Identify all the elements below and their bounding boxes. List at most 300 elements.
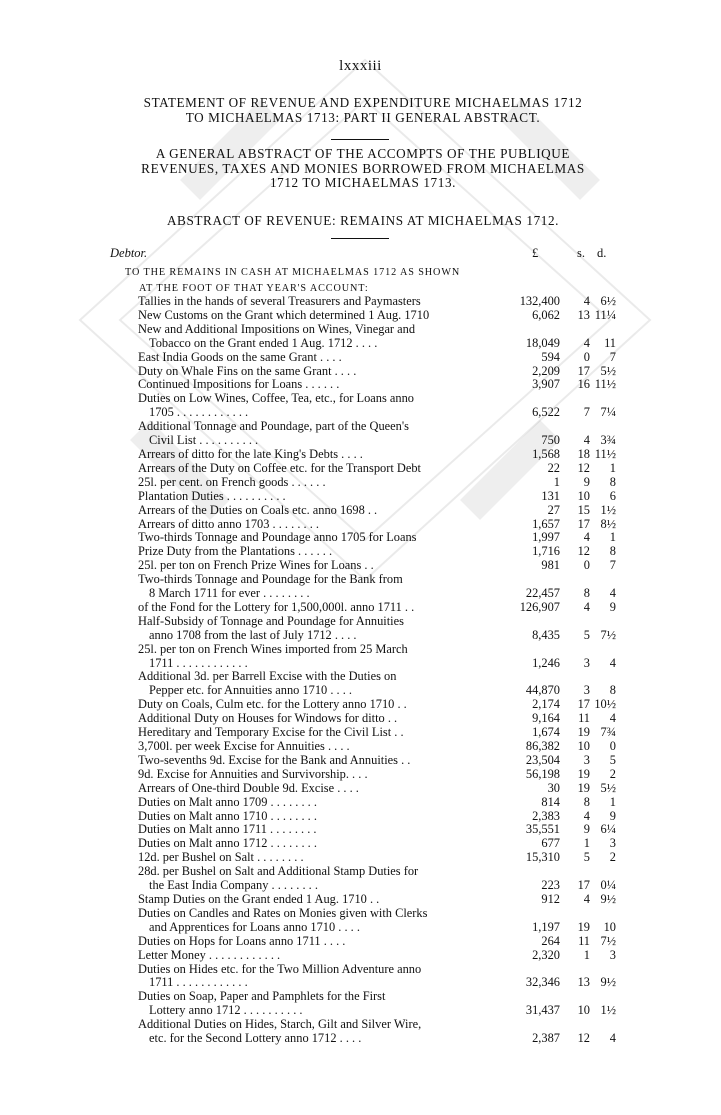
debtor-label: Debtor. [110, 246, 148, 260]
shillings-value: 10 [577, 488, 590, 503]
row-amount [500, 504, 616, 518]
row-description [138, 351, 500, 365]
description-line: 25l. per cent. on French goods . . . . . . [138, 474, 326, 489]
row-description [138, 518, 500, 532]
shillings-value: 18 [577, 446, 590, 461]
row-amount [500, 309, 616, 323]
shillings-value: 4 [583, 891, 590, 906]
row-amount [500, 809, 616, 823]
table-row [138, 851, 616, 865]
pounds-value: 3,907 [532, 377, 560, 392]
table-row [138, 601, 616, 615]
shillings-value: 0 [583, 558, 590, 573]
table-row [138, 823, 616, 837]
pence-value: 2 [609, 766, 616, 781]
row-amount [500, 712, 616, 726]
pence-value: 1½ [600, 1003, 616, 1018]
description-line: Two-thirds Tonnage and Poundage for the Bank from [138, 572, 403, 587]
pounds-value: 6,522 [532, 405, 560, 420]
row-description [138, 810, 500, 824]
description-line: 1711 . . . . . . . . . . . . [149, 975, 248, 990]
description-line: Duties on Malt anno 1712 . . . . . . . . [138, 836, 317, 851]
shillings-value: 17 [577, 516, 590, 531]
table-row [138, 782, 616, 796]
abstract-subheading [110, 147, 616, 191]
pence-value: 1 [609, 460, 616, 475]
shillings-value: 15 [577, 502, 590, 517]
row-description [138, 365, 500, 379]
table-row [138, 643, 616, 671]
row-description [138, 670, 500, 698]
subheading-line: A GENERAL ABSTRACT OF THE ACCOMPTS OF THE PUBLIQUE [155, 146, 571, 161]
description-line: Two-sevenths 9d. Excise for the Bank and Annuities . . [138, 752, 411, 767]
shillings-value: 11 [578, 711, 590, 726]
row-amount [500, 768, 616, 782]
shillings-value: 19 [577, 919, 590, 934]
row-description [138, 963, 500, 991]
table-row [138, 949, 616, 963]
shillings-value: 12 [577, 1031, 590, 1046]
pence-value: 5½ [600, 780, 616, 795]
description-line: Plantation Duties . . . . . . . . . . [138, 488, 286, 503]
row-amount [500, 851, 616, 865]
pence-value: 7 [609, 349, 616, 364]
shillings-value: 8 [583, 586, 590, 601]
pence-value: 9 [609, 599, 616, 614]
table-row [138, 518, 616, 532]
intro-line: AT THE FOOT OF THAT YEAR'S ACCOUNT: [139, 282, 369, 294]
description-line: Civil List . . . . . . . . . . [149, 433, 259, 448]
table-row [138, 865, 616, 893]
shillings-value: 5 [583, 627, 590, 642]
pence-value: 7¾ [600, 725, 616, 740]
pence-value: 9½ [600, 975, 616, 990]
row-amount [500, 295, 616, 309]
pence-value: 6 [609, 488, 616, 503]
shillings-value: 13 [577, 307, 590, 322]
pounds-value: 1,997 [532, 530, 560, 545]
shillings-value: 4 [583, 294, 590, 308]
row-amount [500, 935, 616, 949]
statement-heading [110, 96, 616, 125]
row-amount [500, 823, 616, 837]
pounds-value: 2,174 [532, 697, 560, 712]
description-line: Duties on Malt anno 1710 . . . . . . . . [138, 808, 317, 823]
pence-value: 10 [603, 919, 616, 934]
table-row [138, 504, 616, 518]
description-line: Continued Impositions for Loans . . . . . . [138, 377, 340, 392]
pounds-value: 86,382 [525, 739, 560, 753]
table-row [138, 698, 616, 712]
description-line: Letter Money . . . . . . . . . . . . [138, 947, 281, 962]
row-description [138, 782, 500, 796]
shillings-value: 10 [577, 1003, 590, 1018]
row-amount [500, 796, 616, 810]
table-row [138, 963, 616, 991]
pounds-value: 15,310 [525, 850, 560, 865]
table-row [138, 726, 616, 740]
description-line: Arrears of One-third Double 9d. Excise . . . . [138, 780, 359, 795]
description-line: East India Goods on the same Grant . . . . [138, 349, 342, 364]
pence-value: 3 [609, 836, 616, 851]
pounds-value: 6,062 [532, 307, 560, 322]
row-amount [500, 782, 616, 796]
description-line: Additional 3d. per Barrell Excise with the Duties on [138, 669, 397, 684]
row-amount [500, 949, 616, 963]
pence-value: 5½ [600, 363, 616, 378]
description-line: the East India Company . . . . . . . . [149, 878, 318, 893]
description-line: Duties on Malt anno 1711 . . . . . . . . [138, 822, 317, 837]
pounds-value: 22,457 [525, 586, 560, 601]
description-line: Duty on Coals, Culm etc. for the Lottery anno 1710 . . [138, 697, 407, 712]
table-row [138, 935, 616, 949]
shillings-value: 9 [583, 822, 590, 837]
description-line: Duties on Hops for Loans anno 1711 . . . . [138, 933, 346, 948]
pounds-value: 126,907 [519, 599, 560, 614]
description-line: Arrears of the Duty on Coffee etc. for the Transport Debt [138, 460, 421, 475]
description-line: Lottery anno 1712 . . . . . . . . . . [149, 1003, 303, 1018]
table-row [138, 712, 616, 726]
row-amount [500, 448, 616, 462]
pounds-value: 35,551 [525, 822, 560, 837]
shillings-value: 4 [583, 433, 590, 448]
table-row [138, 1018, 616, 1046]
pence-value: 8½ [600, 516, 616, 531]
shillings-value: 4 [583, 808, 590, 823]
heading-line: STATEMENT OF REVENUE AND EXPENDITURE MICHAELMAS 1712 [143, 95, 583, 110]
row-description [138, 490, 500, 504]
description-line: and Apprentices for Loans anno 1710 . . . . [149, 919, 360, 934]
description-line: Duty on Whale Fins on the same Grant . . . . [138, 363, 357, 378]
row-amount [500, 1004, 616, 1018]
pounds-value: 8,435 [532, 627, 560, 642]
divider-rule [331, 139, 389, 140]
subheading-line: 1712 TO MICHAELMAS 1713. [269, 175, 457, 190]
table-row [138, 476, 616, 490]
shillings-value: 12 [577, 460, 590, 475]
description-line: Duties on Candles and Rates on Monies given with Clerks [138, 905, 428, 920]
shillings-value: 3 [583, 752, 590, 767]
table-row [138, 754, 616, 768]
table-row [138, 420, 616, 448]
row-amount [500, 1032, 616, 1046]
row-amount [500, 517, 616, 531]
table-row [138, 462, 616, 476]
row-description [138, 462, 500, 476]
pence-value: 4 [609, 1031, 616, 1046]
description-line: 12d. per Bushel on Salt . . . . . . . . [138, 850, 304, 865]
row-description [138, 754, 500, 768]
row-description [138, 615, 500, 643]
pence-value: 2 [609, 850, 616, 865]
description-line: New Customs on the Grant which determined 1 Aug. 1710 [138, 307, 430, 322]
intro-caption [125, 265, 505, 296]
pounds-value: 131 [541, 488, 560, 503]
table-row [138, 531, 616, 545]
row-amount [500, 740, 616, 754]
pounds-value: 912 [541, 891, 560, 906]
row-description [138, 378, 500, 392]
description-line: 1705 . . . . . . . . . . . . [149, 405, 249, 420]
pence-value: 7 [609, 558, 616, 573]
pence-value: 5 [609, 752, 616, 767]
row-description [138, 392, 500, 420]
shillings-value: 4 [583, 335, 590, 350]
pence-value: 8 [609, 544, 616, 559]
description-line: etc. for the Second Lottery anno 1712 . . . . [149, 1031, 362, 1046]
row-amount [500, 879, 616, 893]
pounds-value: 1,197 [532, 919, 560, 934]
row-amount [500, 406, 616, 420]
row-amount [500, 754, 616, 768]
table-row [138, 490, 616, 504]
pence-value: 0 [609, 739, 616, 753]
description-line: Additional Tonnage and Poundage, part of the Queen's [138, 419, 409, 434]
row-description [138, 796, 500, 810]
shillings-value: 1 [583, 836, 590, 851]
pence-value: 0¼ [600, 878, 616, 893]
pounds-value: 2,320 [532, 947, 560, 962]
pence-value: 9½ [600, 891, 616, 906]
row-amount [500, 684, 616, 698]
shillings-value: 12 [577, 544, 590, 559]
description-line: 8 March 1711 for ever . . . . . . . . [149, 586, 310, 601]
table-row [138, 365, 616, 379]
row-description [138, 448, 500, 462]
table-row [138, 796, 616, 810]
row-amount [500, 559, 616, 573]
table-row [138, 810, 616, 824]
shillings-column-header: s. [577, 246, 585, 260]
pence-value: 9 [609, 808, 616, 823]
shillings-value: 7 [583, 405, 590, 420]
pounds-value: 1,716 [532, 544, 560, 559]
row-amount [500, 531, 616, 545]
description-line: 25l. per ton on French Prize Wines for Loans . . [138, 558, 374, 573]
pounds-value: 30 [547, 780, 560, 795]
pounds-value: 18,049 [525, 335, 560, 350]
pence-value: 4 [609, 655, 616, 670]
description-line: Half-Subsidy of Tonnage and Poundage for Annuities [138, 613, 404, 628]
pounds-value: 2,209 [532, 363, 560, 378]
row-description [138, 768, 500, 782]
description-line: Pepper etc. for Annuities anno 1710 . . . . [149, 683, 353, 698]
shillings-value: 11 [578, 933, 590, 948]
description-line: Tobacco on the Grant ended 1 Aug. 1712 . . . . [149, 335, 378, 350]
divider-rule [331, 238, 389, 239]
table-row [138, 351, 616, 365]
description-line: Two-thirds Tonnage and Poundage anno 1705 for Loans [138, 530, 417, 545]
row-amount [500, 378, 616, 392]
row-description [138, 545, 500, 559]
pounds-value: 1 [553, 474, 560, 489]
pence-value: 7½ [600, 933, 616, 948]
description-line: Hereditary and Temporary Excise for the Civil List . . [138, 725, 404, 740]
row-description [138, 837, 500, 851]
pounds-value: 750 [541, 433, 560, 448]
row-description [138, 559, 500, 573]
row-amount [500, 601, 616, 615]
pounds-value: 22 [547, 460, 560, 475]
table-row [138, 893, 616, 907]
row-amount [500, 837, 616, 851]
shillings-value: 19 [577, 725, 590, 740]
pence-value: 11 [604, 335, 616, 350]
row-description [138, 573, 500, 601]
description-line: Duties on Malt anno 1709 . . . . . . . . [138, 794, 317, 809]
description-line: 25l. per ton on French Wines imported from 25 March [138, 641, 408, 656]
row-description [138, 601, 500, 615]
row-description [138, 949, 500, 963]
pounds-value: 44,870 [525, 683, 560, 698]
table-row [138, 740, 616, 754]
heading-line: TO MICHAELMAS 1713: PART II GENERAL ABSTRACT. [185, 109, 541, 125]
description-line: Additional Duties on Hides, Starch, Gilt and Silver Wire, [138, 1017, 422, 1032]
row-description [138, 726, 500, 740]
pounds-value: 814 [541, 794, 560, 809]
pence-value: 10½ [594, 697, 616, 712]
pounds-value: 2,387 [532, 1031, 560, 1046]
row-amount [500, 337, 616, 351]
pounds-value: 9,164 [532, 711, 560, 726]
row-amount [500, 893, 616, 907]
row-amount [500, 726, 616, 740]
pounds-value: 981 [541, 558, 560, 573]
shillings-value: 0 [583, 349, 590, 364]
table-row [138, 448, 616, 462]
pounds-value: 2,383 [532, 808, 560, 823]
pence-value: 4 [609, 586, 616, 601]
table-row [138, 559, 616, 573]
shillings-value: 19 [577, 766, 590, 781]
pence-value: 7½ [600, 627, 616, 642]
table-row [138, 295, 616, 309]
row-description [138, 907, 500, 935]
section-title: ABSTRACT OF REVENUE: REMAINS AT MICHAELMAS 1712. [166, 213, 560, 228]
table-row [138, 907, 616, 935]
description-line: of the Fond for the Lottery for 1,500,000l. anno 1711 . . [138, 599, 415, 614]
pounds-value: 223 [541, 878, 560, 893]
shillings-value: 8 [583, 794, 590, 809]
table-row [138, 837, 616, 851]
revenue-table [138, 295, 616, 1046]
pence-value: 7¼ [600, 405, 616, 420]
description-line: anno 1708 from the last of July 1712 . . . . [149, 627, 357, 642]
shillings-value: 17 [577, 363, 590, 378]
pounds-value: 56,198 [525, 766, 560, 781]
pence-value: 11¼ [594, 307, 616, 322]
row-description [138, 323, 500, 351]
shillings-value: 10 [577, 739, 590, 753]
row-amount [500, 490, 616, 504]
description-line: Stamp Duties on the Grant ended 1 Aug. 1710 . . [138, 891, 380, 906]
page-number: lxxxiii [339, 58, 382, 74]
pounds-value: 132,400 [519, 294, 560, 308]
row-description [138, 935, 500, 949]
pence-column-header: d. [597, 246, 607, 260]
shillings-value: 13 [577, 975, 590, 990]
description-line: 1711 . . . . . . . . . . . . [149, 655, 248, 670]
pence-value: 1 [609, 530, 616, 545]
shillings-value: 1 [583, 947, 590, 962]
pence-value: 11½ [594, 446, 616, 461]
description-line: Duties on Soap, Paper and Pamphlets for the First [138, 989, 386, 1004]
row-amount [500, 476, 616, 490]
pounds-value: 1,657 [532, 516, 560, 531]
intro-line: TO THE REMAINS IN CASH AT MICHAELMAS 1712 AS SHOWN [125, 267, 461, 278]
table-row [138, 392, 616, 420]
table-row [138, 309, 616, 323]
description-line: 28d. per Bushel on Salt and Additional Stamp Duties for [138, 864, 419, 879]
pence-value: 6½ [600, 294, 616, 308]
shillings-value: 3 [583, 683, 590, 698]
table-row [138, 670, 616, 698]
row-amount [500, 364, 616, 378]
row-description [138, 865, 500, 893]
pence-value: 4 [609, 711, 616, 726]
shillings-value: 5 [583, 850, 590, 865]
description-line: Tallies in the hands of several Treasurers and Paymasters [138, 294, 421, 308]
row-description [138, 990, 500, 1018]
pounds-value: 27 [547, 502, 560, 517]
shillings-value: 19 [577, 780, 590, 795]
pounds-value: 32,346 [525, 975, 560, 990]
row-description [138, 740, 500, 754]
table-row [138, 768, 616, 782]
pence-value: 1 [609, 794, 616, 809]
description-line: Duties on Low Wines, Coffee, Tea, etc., for Loans anno [138, 391, 414, 406]
table-row [138, 323, 616, 351]
row-amount [500, 976, 616, 990]
row-description [138, 893, 500, 907]
description-line: Duties on Hides etc. for the Two Million Adventure anno [138, 961, 422, 976]
row-amount [500, 587, 616, 601]
description-line: New and Additional Impositions on Wines, Vinegar and [138, 321, 416, 336]
pence-value: 11½ [594, 377, 616, 392]
row-description [138, 504, 500, 518]
description-line: Arrears of ditto for the late King's Debts . . . . [138, 446, 363, 461]
description-line: Arrears of the Duties on Coals etc. anno 1698 . . [138, 502, 378, 517]
row-amount [500, 629, 616, 643]
description-line: 3,700l. per week Excise for Annuities . . . . [138, 739, 350, 753]
pounds-value: 1,674 [532, 725, 560, 740]
shillings-value: 16 [577, 377, 590, 392]
shillings-value: 4 [583, 599, 590, 614]
shillings-value: 9 [583, 474, 590, 489]
pounds-value: 677 [541, 836, 560, 851]
pounds-column-header: £ [532, 246, 539, 260]
row-description [138, 309, 500, 323]
pounds-value: 23,504 [525, 752, 560, 767]
table-row [138, 573, 616, 601]
pence-value: 8 [609, 474, 616, 489]
pounds-value: 1,246 [532, 655, 560, 670]
row-description [138, 823, 500, 837]
table-row [138, 545, 616, 559]
pence-value: 6¼ [600, 822, 616, 837]
shillings-value: 17 [577, 697, 590, 712]
table-row [138, 990, 616, 1018]
description-line: Additional Duty on Houses for Windows for ditto . . [138, 711, 398, 726]
row-description [138, 531, 500, 545]
row-amount [500, 921, 616, 935]
row-description [138, 712, 500, 726]
row-description [138, 851, 500, 865]
row-amount [500, 698, 616, 712]
row-description [138, 698, 500, 712]
table-row [138, 378, 616, 392]
row-description [138, 476, 500, 490]
